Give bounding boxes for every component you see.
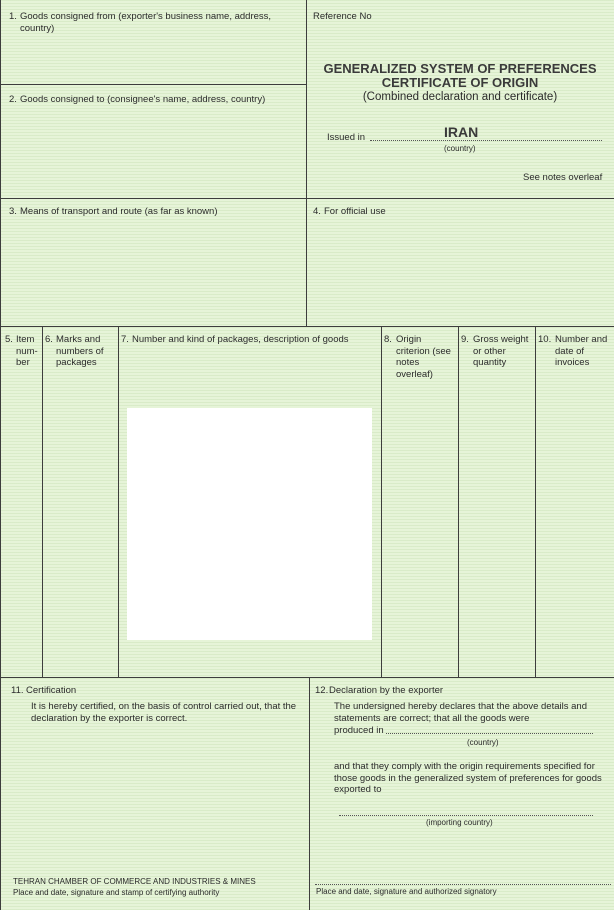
divider-col5 [42, 326, 43, 677]
certification-text: It is hereby certified, on the basis of control carried out, that the declaration by the exporter is correct. [31, 701, 297, 724]
declaration-text-2: and that they comply with the origin requirements specified for those goods in the generalized system of preferences for goods exported to [334, 761, 602, 795]
box1-label: Goods consigned from (exporter's business name, address, country) [20, 11, 272, 34]
box1-number: 1. [9, 11, 17, 22]
col8-number: 8. [384, 334, 392, 345]
col8-label: Origin criterion (see notes overleaf) [396, 334, 451, 380]
see-notes-label: See notes overleaf [523, 172, 603, 183]
box4-number: 4. [313, 206, 321, 217]
divider-box1-box2 [1, 84, 306, 85]
divider-col6 [118, 326, 119, 677]
col10-number: 10. [538, 334, 552, 345]
col6-number: 6. [45, 334, 53, 345]
description-blank-area [127, 408, 372, 640]
issued-country-value: IRAN [444, 124, 479, 140]
col9-label: Gross weight or other quantity [473, 334, 529, 368]
col5-number: 5. [5, 334, 13, 345]
box2-number: 2. [9, 94, 17, 105]
form-title: GENERALIZED SYSTEM OF PREFERENCES [323, 61, 597, 76]
exporter-signature-caption: Place and date, signature and authorized signatory [316, 887, 497, 896]
box3-label: Means of transport and route (as far as known) [20, 206, 218, 217]
divider-col8 [458, 326, 459, 677]
certifying-authority-name: TEHRAN CHAMBER OF COMMERCE AND INDUSTRIES & MINES [13, 877, 256, 886]
box12-title: Declaration by the exporter [329, 685, 444, 696]
produced-in-dotted-line [386, 733, 593, 734]
divider-row3 [1, 326, 614, 327]
col5-label: Item num-ber [16, 334, 38, 368]
divider-row4 [1, 677, 614, 678]
issued-in-dotted-line [370, 140, 602, 141]
divider-col9 [535, 326, 536, 677]
box4-label: For official use [324, 206, 386, 217]
divider-col7 [381, 326, 382, 677]
form-subtitle: (Combined declaration and certificate) [362, 91, 558, 103]
divider-bottom [309, 677, 310, 910]
box11-number: 11. [11, 685, 24, 696]
exporter-signature-dotted-line [315, 884, 611, 885]
col9-number: 9. [461, 334, 469, 345]
importing-country-dotted-line [339, 815, 593, 816]
issued-in-label: Issued in [327, 132, 366, 143]
box11-title: Certification [26, 685, 77, 696]
col10-label: Number and date of invoices [555, 334, 608, 368]
produced-country-caption: (country) [467, 738, 499, 747]
divider-vertical-top [306, 0, 307, 326]
issued-country-caption: (country) [444, 144, 476, 153]
declaration-text: The undersigned hereby declares that the above details and statements are correct; that all the goods were [334, 701, 587, 724]
certification-signature-caption: Place and date, signature and stamp of certifying authority [13, 888, 220, 897]
divider-row2 [1, 198, 614, 199]
col7-label: Number and kind of packages, description of goods [132, 334, 349, 345]
col6-label: Marks and numbers of packages [56, 334, 104, 368]
produced-in-label: produced in [334, 725, 384, 736]
form-title-line2: CERTIFICATE OF ORIGIN [381, 75, 539, 90]
importing-country-caption: (importing country) [426, 818, 493, 827]
box12-number: 12. [315, 685, 329, 696]
col7-number: 7. [121, 334, 129, 345]
box2-label: Goods consigned to (consignee's name, address, country) [20, 94, 266, 105]
box3-number: 3. [9, 206, 17, 217]
reference-label: Reference No [313, 11, 372, 22]
